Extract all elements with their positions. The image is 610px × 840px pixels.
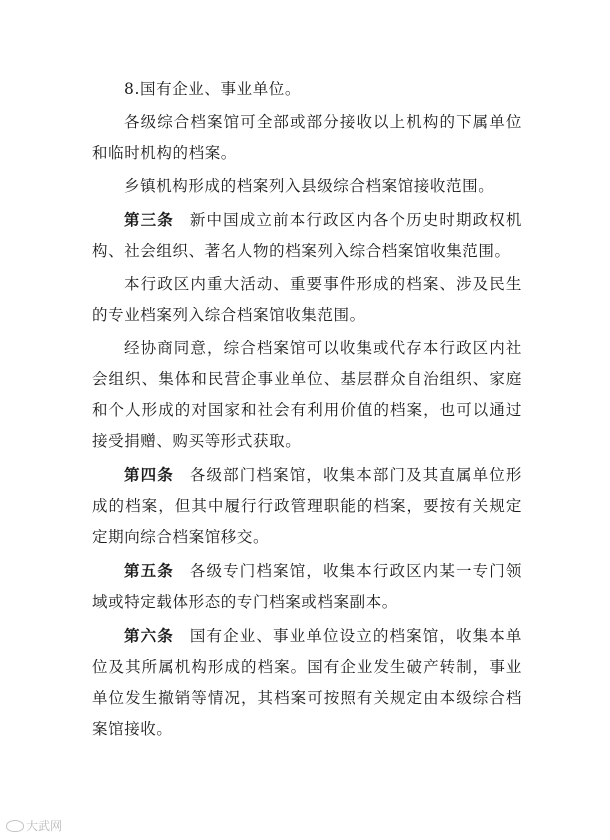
watermark-logo-icon [6,820,24,832]
article-3 [92,204,522,267]
paragraph-text: 各级综合档案馆可全部或部分接收以上机构的下属单位和临时机构的档案。 [92,113,522,162]
paragraph-text: 国有企业、事业单位设立的档案馆，收集本单位及其所属机构形成的档案。国有企业发生破产转制，事业单位发生撤销等情况，其档案可按照有关规定由本级综合档案馆接收。 [92,627,522,738]
paragraph-5 [92,269,522,331]
article-heading: 第四条 [124,465,174,484]
paragraph-text: 本行政区内重大活动、重要事件形成的档案、涉及民生的专业档案列入综合档案馆收集范围。 [92,275,522,324]
article-6 [92,620,522,745]
article-heading: 第六条 [124,626,174,645]
paragraph-text: 各级部门档案馆，收集本部门及其直属单位形成的档案，但其中履行行政管理职能的档案，要按有关规定定期向综合档案馆移交。 [92,466,522,546]
article-4 [92,459,522,553]
paragraph-6 [92,333,522,457]
paragraph-text: 乡镇机构形成的档案列入县级综合档案馆接收范围。 [124,177,495,195]
paragraph-text: 各级专门档案馆，收集本行政区内某一专门领域或特定载体形态的专门档案或档案副本。 [92,562,522,611]
paragraph-2 [92,107,522,169]
paragraph-text: 新中国成立前本行政区内各个历史时期政权机构、社会组织、著名人物的档案列入综合档案馆收集范围。 [92,211,522,260]
paragraph-text: 8.国有企业、事业单位。 [124,80,301,98]
article-5 [92,555,522,618]
paragraph-1 [92,74,522,105]
watermark-text: 大武网 [26,819,63,833]
document-body [92,74,522,747]
paragraph-text: 经协商同意，综合档案馆可以收集或代存本行政区内社会组织、集体和民营企事业单位、基层群众自治组织、家庭和个人形成的对国家和社会有利用价值的档案，也可以通过接受捐赠、购买等形式获取。 [92,339,522,450]
article-heading: 第五条 [124,561,174,580]
watermark [6,817,62,834]
article-heading: 第三条 [124,210,174,229]
paragraph-3 [92,171,522,202]
